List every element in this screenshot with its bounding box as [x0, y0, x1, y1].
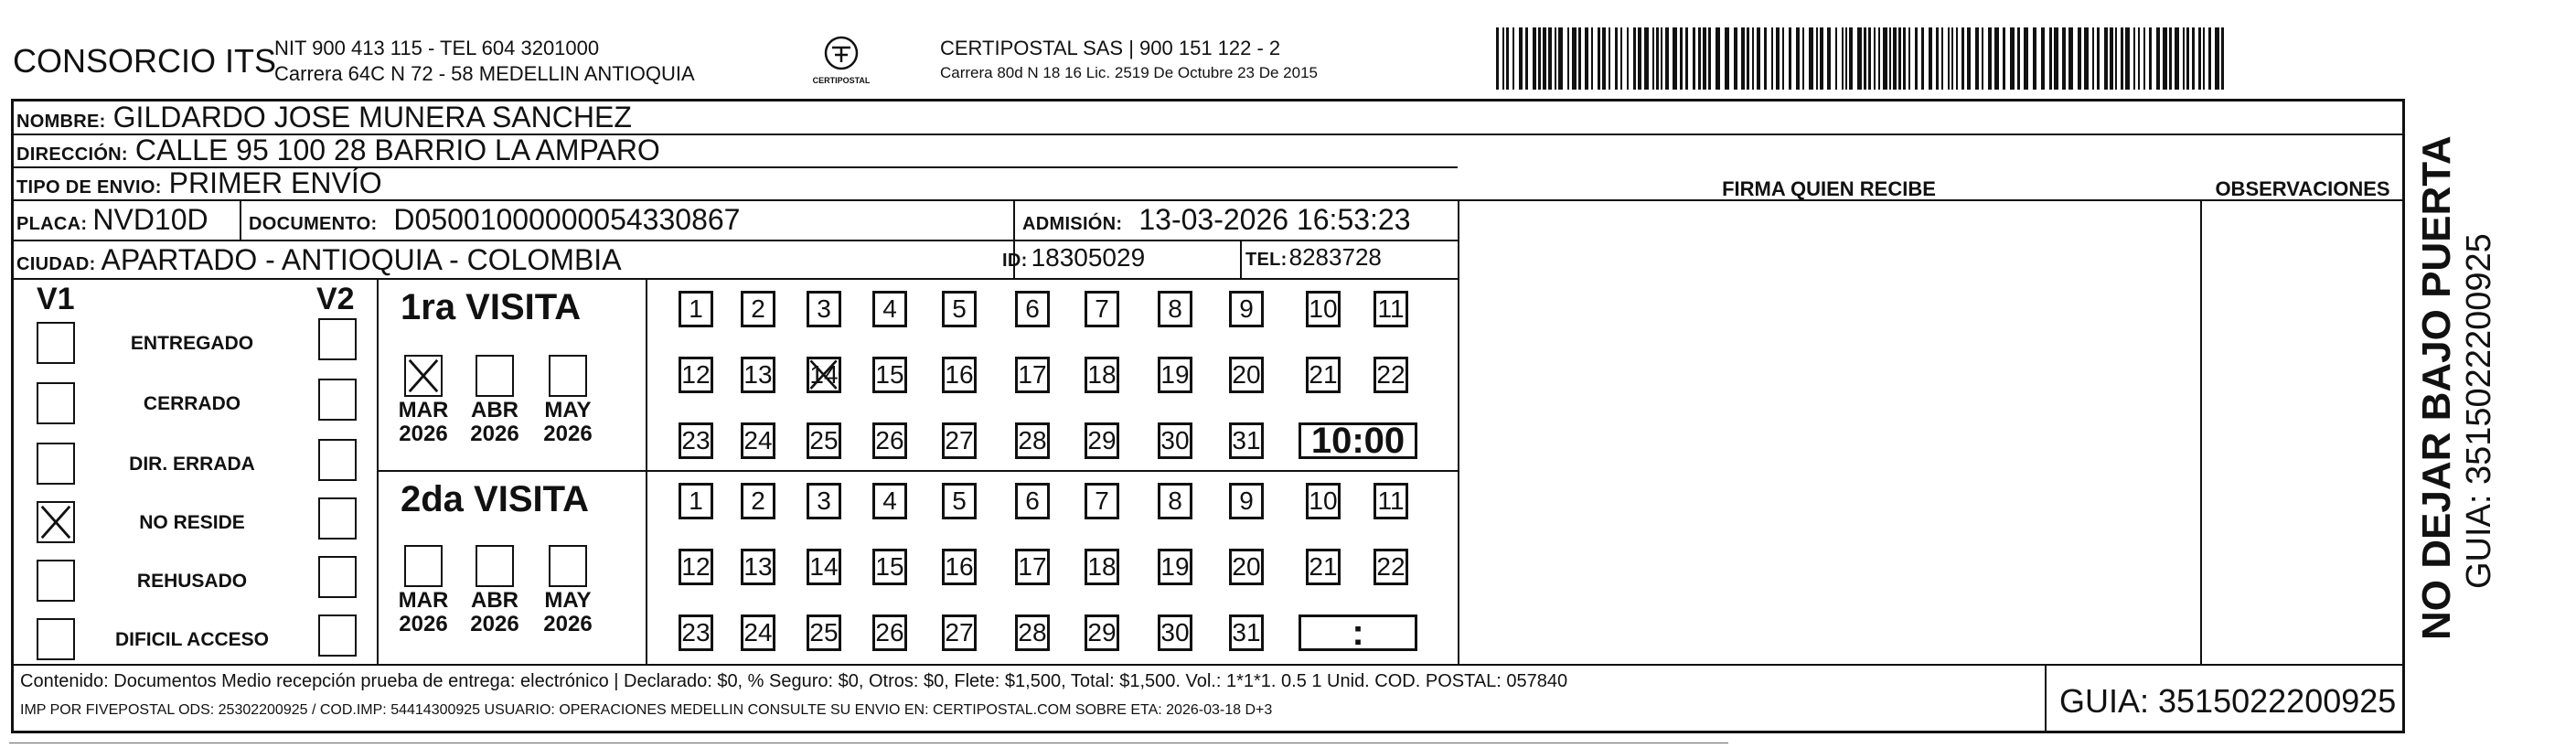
time-field[interactable]: 10:00	[1299, 422, 1417, 459]
direccion-label: DIRECCIÓN:	[16, 144, 128, 165]
ciudad-label: CIUDAD:	[16, 254, 96, 274]
day-cell[interactable]: 8	[1158, 483, 1192, 519]
month-checkbox-mar[interactable]	[404, 545, 443, 587]
day-cell[interactable]: 11	[1374, 291, 1408, 327]
company-address: Carrera 64C N 72 - 58 MEDELLIN ANTIOQUIA	[274, 62, 695, 85]
firma-label: FIRMA QUIEN RECIBE	[1722, 177, 1936, 200]
day-cell[interactable]: 23	[679, 422, 713, 459]
day-cell[interactable]: 5	[942, 291, 977, 327]
month-label: ABR 2026	[470, 588, 519, 636]
v1-checkbox[interactable]	[37, 382, 75, 424]
day-cell[interactable]: 7	[1085, 291, 1119, 327]
day-cell[interactable]: 3	[807, 291, 841, 327]
day-cell[interactable]: 25	[807, 614, 841, 651]
day-cell[interactable]: 21	[1306, 549, 1341, 585]
day-cell[interactable]: 16	[942, 549, 977, 585]
v1-checkbox[interactable]	[37, 560, 75, 602]
v2-checkbox[interactable]	[318, 556, 357, 598]
certipostal-line: CERTIPOSTAL SAS | 900 151 122 - 2	[940, 37, 1281, 59]
day-cell[interactable]: 9	[1229, 291, 1264, 327]
month-label: MAR 2026	[398, 588, 449, 636]
day-cell[interactable]: 22	[1374, 357, 1408, 393]
day-cell[interactable]: 19	[1158, 549, 1192, 585]
month-checkbox-abr[interactable]	[476, 545, 514, 587]
day-cell[interactable]: 30	[1158, 422, 1192, 459]
day-cell[interactable]: 17	[1015, 549, 1050, 585]
day-cell[interactable]: 12	[679, 357, 713, 393]
day-cell[interactable]: 3	[807, 483, 841, 519]
ciudad-value: APARTADO - ANTIOQUIA - COLOMBIA	[101, 243, 622, 276]
v2-checkbox[interactable]	[318, 439, 357, 481]
documento-value: D05001000000054330867	[393, 203, 741, 236]
footer-guia: GUIA: 3515022200925	[2059, 682, 2397, 720]
status-label: ENTREGADO	[130, 333, 254, 354]
day-cell[interactable]: 7	[1085, 483, 1119, 519]
day-cell[interactable]: 29	[1085, 422, 1119, 459]
day-cell[interactable]: 27	[942, 614, 977, 651]
admision-label: ADMISIÓN:	[1022, 214, 1123, 234]
month-checkbox-abr[interactable]	[476, 355, 514, 397]
tel-value: 8283728	[1288, 243, 1382, 271]
day-cell[interactable]: 17	[1015, 357, 1050, 393]
day-cell[interactable]: 8	[1158, 291, 1192, 327]
day-cell[interactable]: 18	[1085, 549, 1119, 585]
placa-value: NVD10D	[92, 203, 208, 236]
month-checkbox-may[interactable]	[549, 545, 587, 587]
day-cell[interactable]: 20	[1229, 357, 1264, 393]
day-cell[interactable]: 6	[1015, 483, 1050, 519]
day-cell[interactable]: 26	[872, 614, 907, 651]
visit2-title: 2da VISITA	[401, 479, 589, 519]
day-cell[interactable]: 24	[741, 422, 775, 459]
logo-text: CERTIPOSTAL	[812, 76, 871, 85]
observaciones-label: OBSERVACIONES	[2215, 177, 2390, 200]
admision-value: 13-03-2026 16:53:23	[1138, 203, 1411, 236]
day-cell[interactable]: 21	[1306, 357, 1341, 393]
day-cell[interactable]: 22	[1374, 549, 1408, 585]
v1-checkbox[interactable]	[37, 322, 75, 364]
day-cell[interactable]: 14	[807, 357, 841, 393]
day-cell[interactable]: 1	[679, 291, 713, 327]
day-cell[interactable]: 6	[1015, 291, 1050, 327]
placa-label: PLACA:	[16, 214, 88, 234]
direccion-value: CALLE 95 100 28 BARRIO LA AMPARO	[134, 134, 660, 166]
status-label: DIR. ERRADA	[129, 454, 255, 475]
v2-label: V2	[316, 282, 355, 316]
status-label: CERRADO	[143, 393, 241, 414]
day-cell[interactable]: 26	[872, 422, 907, 459]
nit-line: NIT 900 413 115 - TEL 604 3201000	[274, 37, 600, 59]
day-cell[interactable]: 11	[1374, 483, 1408, 519]
footer-line1: Contenido: Documentos Medio recepción prueba de entrega: electrónico | Declarado: $0, % Seguro: $0, Otros: $0, Flete: $1,500, Total: $1,500. Vol.: 1*1*1. 0.5 1 Unid. COD. POSTAL: 057840	[20, 671, 1568, 691]
v1-label: V1	[37, 282, 75, 316]
documento-label: DOCUMENTO:	[249, 214, 378, 234]
certipostal-address: Carrera 80d N 18 16 Lic. 2519 De Octubre 23 De 2015	[940, 64, 1318, 81]
side-guia: GUIA: 3515022200925	[2460, 233, 2498, 589]
day-cell[interactable]: 31	[1229, 422, 1264, 459]
v1-checkbox[interactable]	[37, 618, 75, 660]
v2-checkbox[interactable]	[318, 497, 357, 540]
v2-checkbox[interactable]	[318, 379, 357, 421]
day-cell[interactable]: 14	[807, 549, 841, 585]
day-cell[interactable]: 30	[1158, 614, 1192, 651]
day-cell[interactable]: 28	[1015, 422, 1050, 459]
status-label: NO RESIDE	[139, 512, 245, 533]
id-value: 18305029	[1031, 243, 1146, 272]
day-cell[interactable]: 15	[872, 549, 907, 585]
v2-checkbox[interactable]	[318, 318, 357, 360]
company-name: CONSORCIO ITS	[13, 42, 277, 80]
day-cell[interactable]: 4	[872, 291, 907, 327]
month-label: MAR 2026	[398, 398, 449, 446]
day-cell[interactable]: 10	[1306, 291, 1341, 327]
day-cell[interactable]: 13	[741, 549, 775, 585]
month-checkbox-mar[interactable]	[404, 355, 443, 397]
day-cell[interactable]: 24	[741, 614, 775, 651]
day-cell[interactable]: 12	[679, 549, 713, 585]
day-cell[interactable]: 28	[1015, 614, 1050, 651]
id-label: ID:	[1002, 251, 1028, 271]
day-cell[interactable]: 27	[942, 422, 977, 459]
visit1-title: 1ra VISITA	[401, 287, 582, 327]
day-cell[interactable]: 23	[679, 614, 713, 651]
status-label: REHUSADO	[136, 571, 248, 592]
day-cell[interactable]: 5	[942, 483, 977, 519]
tipo-envio-value: PRIMER ENVÍO	[168, 166, 382, 199]
day-cell[interactable]: 19	[1158, 357, 1192, 393]
day-cell[interactable]: 18	[1085, 357, 1119, 393]
month-checkbox-may[interactable]	[549, 355, 587, 397]
v1-checkbox[interactable]	[37, 443, 75, 485]
time-field[interactable]: :	[1299, 614, 1417, 651]
day-cell[interactable]: 4	[872, 483, 907, 519]
day-cell[interactable]: 29	[1085, 614, 1119, 651]
day-cell[interactable]: 2	[741, 483, 775, 519]
day-cell[interactable]: 31	[1229, 614, 1264, 651]
month-label: MAY 2026	[543, 588, 593, 636]
v2-checkbox[interactable]	[318, 614, 357, 657]
tipo-envio-label: TIPO DE ENVIO:	[16, 177, 162, 198]
logo-icon	[805, 35, 878, 71]
day-cell[interactable]: 15	[872, 357, 907, 393]
v1-checkbox[interactable]	[37, 501, 75, 543]
tel-label: TEL:	[1245, 250, 1288, 270]
barcode	[1496, 27, 2224, 90]
month-label: MAY 2026	[543, 398, 593, 446]
footer-line2: IMP POR FIVEPOSTAL ODS: 25302200925 / COD.IMP: 54414300925 USUARIO: OPERACIONES MEDELLIN CONSULTE SU ENVIO EN: CERTIPOSTAL.COM SOBRE ETA: 2026-03-18 D+3	[20, 702, 1273, 718]
day-cell[interactable]: 25	[807, 422, 841, 459]
nombre-value: GILDARDO JOSE MUNERA SANCHEZ	[112, 101, 632, 134]
side-title: NO DEJAR BAJO PUERTA	[2414, 135, 2459, 640]
day-cell[interactable]: 1	[679, 483, 713, 519]
status-label: DIFICIL ACCESO	[114, 629, 269, 650]
day-cell[interactable]: 2	[741, 291, 775, 327]
certipostal-logo	[805, 35, 878, 90]
day-cell[interactable]: 20	[1229, 549, 1264, 585]
day-cell[interactable]: 10	[1306, 483, 1341, 519]
month-label: ABR 2026	[470, 398, 519, 446]
day-cell[interactable]: 16	[942, 357, 977, 393]
day-cell[interactable]: 13	[741, 357, 775, 393]
nombre-label: NOMBRE:	[16, 112, 106, 132]
day-cell[interactable]: 9	[1229, 483, 1264, 519]
